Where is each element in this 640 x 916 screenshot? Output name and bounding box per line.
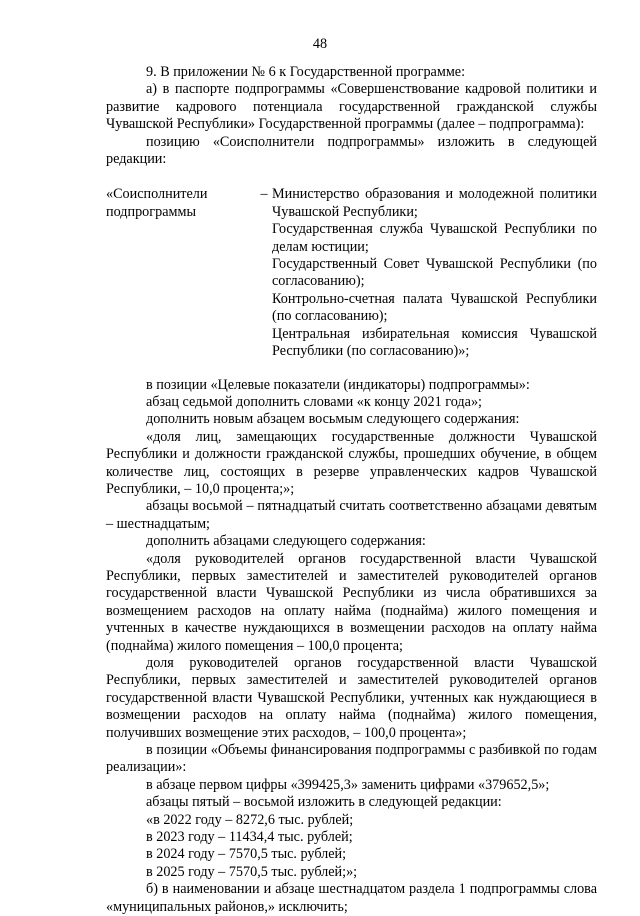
table-dash: – bbox=[260, 186, 268, 203]
paragraph: позицию «Соисполнители подпрограммы» изложить в следующей редакции: bbox=[106, 133, 597, 168]
paragraph: в абзаце первом цифры «399425,3» заменить цифрами «379652,5»; bbox=[146, 776, 550, 793]
paragraph: в позиции «Объемы финансирования подпрограммы с разбивкой по годам реализации»: bbox=[106, 742, 597, 776]
paragraph: в 2024 году – 7570,5 тыс. рублей; bbox=[146, 846, 347, 863]
paragraph: абзацы пятый – восьмой изложить в следующей редакции: bbox=[146, 794, 502, 811]
paragraph: в позиции «Целевые показатели (индикаторы) подпрограммы»: bbox=[146, 376, 530, 393]
paragraph: в 2025 году – 7570,5 тыс. рублей;»; bbox=[146, 863, 358, 880]
paragraph: «доля лиц, замещающих государственные должности Чувашской Республики и должности гражданской службы, прошедших обучение, в общем количестве лиц, состоящих в резерве управленческих кадров Чувашской Республики, – 10,0 процента;»; bbox=[106, 428, 597, 497]
table-value: Государственная служба Чувашской Республики по делам юстиции; bbox=[272, 221, 597, 255]
table-label: «Соисполнители подпрограммы bbox=[106, 186, 208, 220]
paragraph: «в 2022 году – 8272,6 тыс. рублей; bbox=[146, 811, 354, 828]
paragraph: а) в паспорте подпрограммы «Совершенствование кадровой политики и развитие кадрового потенциала государственной гражданской службы Чувашской Республики» Государственной программы (далее – подпрограмма): bbox=[106, 81, 597, 133]
document-body bbox=[106, 64, 597, 916]
table-values bbox=[272, 186, 597, 360]
table-value: Центральная избирательная комиссия Чувашской Республики (по согласованию)»; bbox=[272, 325, 597, 360]
paragraph: в 2023 году – 11434,4 тыс. рублей; bbox=[146, 829, 353, 846]
paragraph: дополнить новым абзацем восьмым следующего содержания: bbox=[146, 411, 520, 428]
paragraph: абзацы восьмой – пятнадцатый считать соответственно абзацами девятым – шестнадцатым; bbox=[106, 498, 597, 532]
paragraph: «доля руководителей органов государственной власти Чувашской Республики, первых заместителей и заместителей руководителей органов государственной власти Чувашской Республики из числа обратившихся за возмещением расходов на оплату найма (поднайма) жилого помещения и учтенных в качестве нуждающихся в возмещении расходов на оплату найма (поднайма) жилого помещения – 100,0 процента; bbox=[106, 550, 597, 654]
paragraph: 9. В приложении № 6 к Государственной программе: bbox=[146, 64, 466, 80]
table-value: Министерство образования и молодежной политики Чувашской Республики; bbox=[272, 186, 597, 220]
coexecutors-table-row bbox=[106, 186, 597, 360]
table-value: Государственный Совет Чувашской Республики (по согласованию); bbox=[272, 256, 597, 290]
paragraph: дополнить абзацами следующего содержания: bbox=[146, 533, 426, 550]
table-value: Контрольно-счетная палата Чувашской Республики (по согласованию); bbox=[272, 290, 597, 325]
paragraph: доля руководителей органов государственной власти Чувашской Республики, первых заместителей и заместителей руководителей органов государственной власти Чувашской Республики, учтенных как нуждающиеся в возмещении расходов на оплату найма (поднайма) жилого помещения, получивших возмещение этих расходов, – 100,0 процента»; bbox=[106, 655, 597, 741]
paragraph: б) в наименовании и абзаце шестнадцатом раздела 1 подпрограммы слова «муниципальных районов,» исключить; bbox=[106, 881, 597, 915]
paragraph: абзац седьмой дополнить словами «к концу 2021 года»; bbox=[146, 393, 482, 410]
page-number: 48 bbox=[312, 36, 328, 52]
